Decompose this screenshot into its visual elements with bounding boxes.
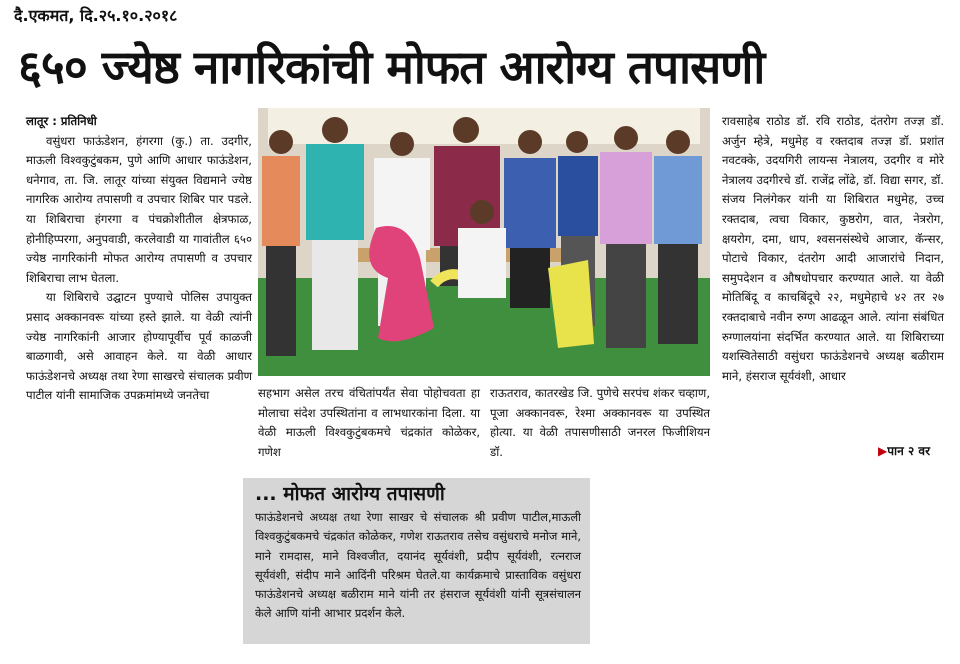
box-title: ... मोफत आरोग्य तपासणी — [255, 483, 445, 505]
article-paragraph: वसुंधरा फाऊंडेशन, हंगरगा (कु.) ता. उदगीर, माऊली विश्वकुटुंबकम, पुणे आणि आधार फाऊंडेशन, धनेगाव, ता. जि. लातूर यांच्या संयुक्त विद्यमाने ज्येष्ठ नागरिक आरोग्य तपासणी व उपचार शिबिर पार पडले. या शिबिराचा हंगरगा व पंचक्रोशीतील क्षेत्रफाळ, होनीहिप्परगा, अनुपवाडी, करलेवाडी या गावांतील ६५० ज्येष्ठ नागरिकांनी मोफत आरोग्य तपासणी व उपचार शिबिराचा लाभ घेतला. — [26, 133, 252, 285]
article-column-3 — [490, 384, 710, 462]
article-column-1 — [26, 112, 252, 406]
continued-reference — [878, 442, 930, 459]
article-column-4 — [722, 112, 944, 386]
box-paragraph: फाऊंडेशनचे अध्यक्ष तथा रेणा साखर चे संचालक श्री प्रवीण पाटील,माऊली विश्वकुटुंबकमचे चंद्रकांत कोळेकर, गणेश राऊतराव तसेच वसुंधराचे मनोज माने, माने रामदास, माने विश्वजीत, दयानंद सूर्यवंशी, प्रदीप सूर्यवंशी, रत्नराज सूर्यवंशी, संदीप माने आदिंनी परिश्रम घेतले.या कार्यक्रमाचे प्रास्ताविक वसुंधरा फाऊंडेशनचे अध्यक्ष बळीराम माने यांनी तर हंसराज सूर्यवंशी यांनी सूत्रसंचालन केले आणि यांनी आभार प्रदर्शन केले. — [255, 510, 581, 621]
article-paragraph: या शिबिराचे उद्घाटन पुण्याचे पोलिस उपायुक्त प्रसाद अक्कानवरू यांच्या हस्ते झाले. या वेळी त्यांनी ज्येष्ठ नागरिकांनी आजार होण्यापूर्वीच पूर्व काळजी बाळगावी, असे आवाहन केले. या वेळी आधार फाऊंडेशनचे अध्यक्ष तथा रेणा साखरचे संचालक प्रवीण पाटील यांनी सामाजिक उपक्रमांमध्ये जनतेचा — [26, 290, 252, 403]
dateline: दै.एकमत, दि.२५.१०.२०१८ — [14, 6, 178, 25]
box-body — [255, 508, 581, 624]
continued-label: पान २ वर — [887, 444, 930, 458]
byline: लातूर : प्रतिनिधी — [26, 114, 97, 128]
article-paragraph: राऊतराव, कातरखेड जि. पुणेचे सरपंच शंकर चव्हाण, पूजा अक्कानवरू, रेश्मा अक्कानवरू या उपस्थित होत्या. या वेळी तपासणीसाठी जनरल फिजीशियन डॉ. — [490, 386, 711, 459]
article-column-2 — [258, 384, 480, 462]
news-photo — [258, 108, 710, 376]
article-paragraph: सहभाग असेल तरच वंचितांपर्यंत सेवा पोहोचवता हा मोलाचा संदेश उपस्थितांना व लाभधारकांना दिला. या वेळी माऊली विश्वकुटुंबकमचे चंद्रकांत कोळेकर, गणेश — [258, 386, 480, 459]
continuation-box — [243, 478, 590, 644]
article-paragraph: रावसाहेब राठोड डॉ. रवि राठोड, दंतरोग तज्ज्ञ डॉ. अर्जुन म्हेत्रे, मधुमेह व रक्तदाब तज्ज्ञ डॉ. प्रशांत नवटक्के, उदयगिरी लायन्स नेत्रालय, उदगीर व मोरे नेत्रालय उदगीरचे डॉ. राजेंद्र लोंढे, डॉ. विद्या सगर, डॉ. संजय निलंगेकर यांनी या शिबिरात मधुमेह, उच्च रक्तदाब, त्वचा विकार, कुष्ठरोग, वात, नेत्ररोग, क्षयरोग, दमा, धाप, श्वसनसंस्थेचे आजार, कॅन्सर, पोटाचे विकार, दंतरोग आदी आजारांचे निदान, समुपदेशन व औषधोपचार करण्यात आले. या वेळी मोतिबिंदू व काचबिंदूचे २२, मधुमेहाचे ४२ तर २७ रक्तदाबाचे नवीन रुग्ण आढळून आले. त्यांना संबंधित रुग्णालयांना संदर्भित करण्यात आले. या शिबिराच्या यशस्वितेसाठी वसुंधरा फाऊंडेशनचे अध्यक्ष बळीराम माने, हंसराज सूर्यवंशी, आधार — [722, 114, 944, 383]
arrow-right-icon: ▶ — [878, 444, 888, 458]
headline: ६५० ज्येष्ठ नागरिकांची मोफत आरोग्य तपासणी — [18, 40, 765, 94]
